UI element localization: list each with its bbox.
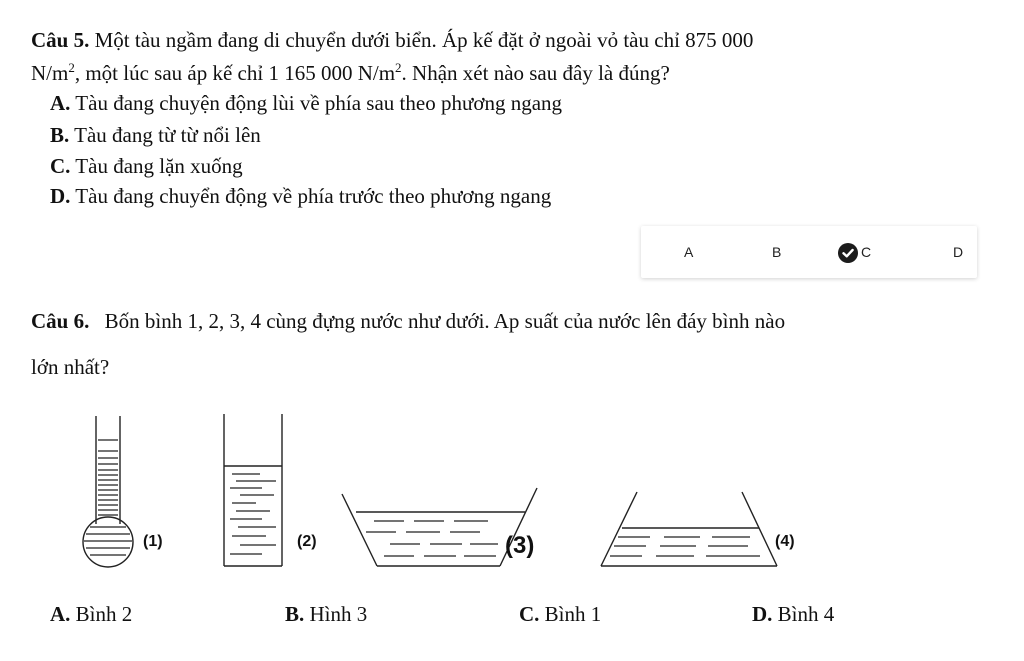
q6-option-b <box>285 601 367 627</box>
q6-option-d-letter: D. <box>752 602 773 626</box>
q5-stem-text-2a: N/m <box>31 61 69 85</box>
vessel-2-cylinder <box>224 414 282 566</box>
q5-option-d <box>50 183 551 209</box>
q5-option-c <box>50 153 243 179</box>
q6-option-c <box>519 601 601 627</box>
q6-stem-line-1 <box>31 308 785 334</box>
q5-option-c-letter: C. <box>50 154 71 178</box>
q5-option-a-text: Tàu đang chuyện động lùi về phía sau theo phương ngang <box>75 91 563 115</box>
q6-option-d <box>752 601 834 627</box>
q5-stem-text-1: Một tàu ngầm đang di chuyển dưới biển. Áp kế đặt ở ngoài vỏ tàu chỉ 875 000 <box>94 28 754 52</box>
q5-stem-sup-2: 2 <box>395 60 402 75</box>
q5-stem-text-2c: . Nhận xét nào sau đây là đúng? <box>401 61 670 85</box>
vessels-figure <box>0 400 1024 590</box>
q5-option-b-text: Tàu đang từ từ nổi lên <box>74 123 261 147</box>
q5-option-d-text: Tàu đang chuyển động về phía trước theo phương ngang <box>75 184 552 208</box>
answer-choice-a[interactable]: A <box>684 244 694 260</box>
answer-choice-d[interactable]: D <box>953 244 964 260</box>
q5-option-d-letter: D. <box>50 184 71 208</box>
figure-label-3: (3) <box>505 532 535 559</box>
q5-option-a <box>50 90 562 116</box>
q6-option-c-letter: C. <box>519 602 540 626</box>
q6-stem-text-1: Bốn bình 1, 2, 3, 4 cùng đựng nước như dưới. Ap suất của nước lên đáy bình nào <box>104 309 786 333</box>
q6-stem-line-2: lớn nhất? <box>31 355 110 379</box>
q5-stem-sup-1: 2 <box>68 60 75 75</box>
vessel-4-flared <box>601 492 777 566</box>
vessel-1-tube-bulb <box>83 416 133 567</box>
q6-option-a-text: Bình 2 <box>75 602 133 626</box>
q6-option-c-text: Bình 1 <box>544 602 602 626</box>
q5-option-a-letter: A. <box>50 91 71 115</box>
q5-stem-text-2b: , một lúc sau áp kế chỉ 1 165 000 N/m <box>74 61 396 85</box>
q5-stem-line-2 <box>31 60 670 86</box>
q6-number: Câu 6. <box>31 309 90 333</box>
answer-choice-c[interactable]: C <box>861 244 872 260</box>
q6-option-a <box>50 601 132 627</box>
figure-label-4: (4) <box>775 533 795 550</box>
selected-check-icon <box>838 243 858 263</box>
q6-option-d-text: Bình 4 <box>777 602 835 626</box>
answer-choice-b[interactable]: B <box>772 244 782 260</box>
q6-option-b-letter: B. <box>285 602 305 626</box>
q5-option-b <box>50 122 261 148</box>
figure-label-1: (1) <box>143 533 163 550</box>
q6-option-b-text: Hình 3 <box>309 602 368 626</box>
q5-number: Câu 5. <box>31 28 90 52</box>
q5-option-b-letter: B. <box>50 123 70 147</box>
q5-option-c-text: Tàu đang lặn xuống <box>75 154 243 178</box>
figure-label-2: (2) <box>297 533 317 550</box>
q6-option-a-letter: A. <box>50 602 71 626</box>
q5-stem-line-1 <box>31 27 753 53</box>
